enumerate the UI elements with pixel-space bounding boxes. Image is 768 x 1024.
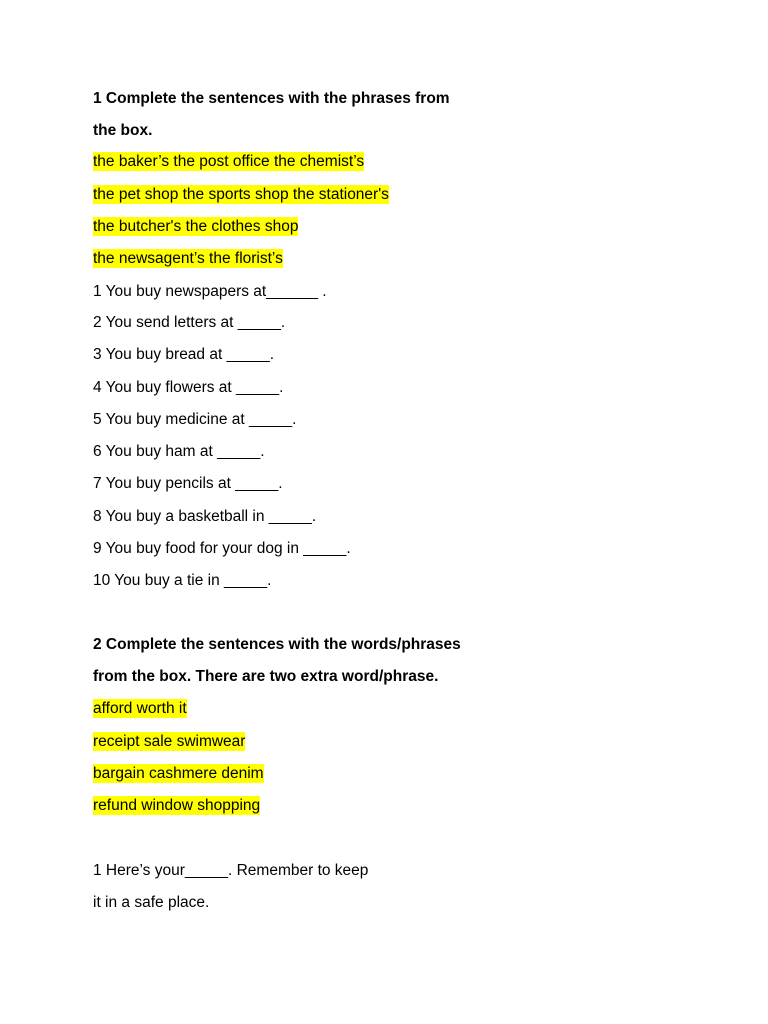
highlighted-text: afford worth it [93, 700, 187, 717]
exercise-2-sentence: 1 Here’s your_____. Remember to keep [93, 862, 369, 879]
exercise-1-sentence: 7 You buy pencils at _____. [93, 475, 283, 492]
highlighted-text: bargain cashmere denim [93, 765, 264, 782]
highlighted-text: the butcher's the clothes shop [93, 218, 299, 235]
exercise-1-box-line [93, 152, 364, 172]
exercise-1-box-line [93, 185, 389, 205]
exercise-1-sentence: 4 You buy flowers at _____. [93, 379, 284, 396]
exercise-1-sentence: 8 You buy a basketball in _____. [93, 508, 317, 525]
exercise-1-box-line [93, 217, 298, 237]
exercise-2-box-line [93, 699, 187, 719]
exercise-2-box-line [93, 796, 260, 816]
highlighted-text: the newsagent’s the florist’s [93, 250, 283, 267]
exercise-1-box-line [93, 249, 283, 269]
exercise-2-sentence: it in a safe place. [93, 894, 210, 911]
exercise-2-heading-line-1: 2 Complete the sentences with the words/phrases [93, 636, 461, 653]
highlighted-text: receipt sale swimwear [93, 733, 246, 750]
exercise-1-sentence: 10 You buy a tie in _____. [93, 572, 272, 589]
exercise-1-sentence: 1 You buy newspapers at______ . [93, 283, 327, 300]
exercise-1-sentence: 2 You send letters at _____. [93, 314, 286, 331]
highlighted-text: the baker’s the post office the chemist’s [93, 153, 365, 170]
exercise-2-box-line [93, 732, 245, 752]
exercise-1-sentence: 6 You buy ham at _____. [93, 443, 265, 460]
exercise-1-sentence: 5 You buy medicine at _____. [93, 411, 297, 428]
exercise-1-sentence: 9 You buy food for your dog in _____. [93, 540, 351, 557]
exercise-1-heading-line-2: the box. [93, 122, 153, 139]
exercise-2-box-line [93, 764, 264, 784]
exercise-2-heading-line-2: from the box. There are two extra word/phrase. [93, 668, 439, 685]
exercise-1-heading-line-1: 1 Complete the sentences with the phrases from [93, 90, 450, 107]
highlighted-text: refund window shopping [93, 797, 261, 814]
exercise-1-sentence: 3 You buy bread at _____. [93, 346, 274, 363]
highlighted-text: the pet shop the sports shop the stationer's [93, 186, 389, 203]
